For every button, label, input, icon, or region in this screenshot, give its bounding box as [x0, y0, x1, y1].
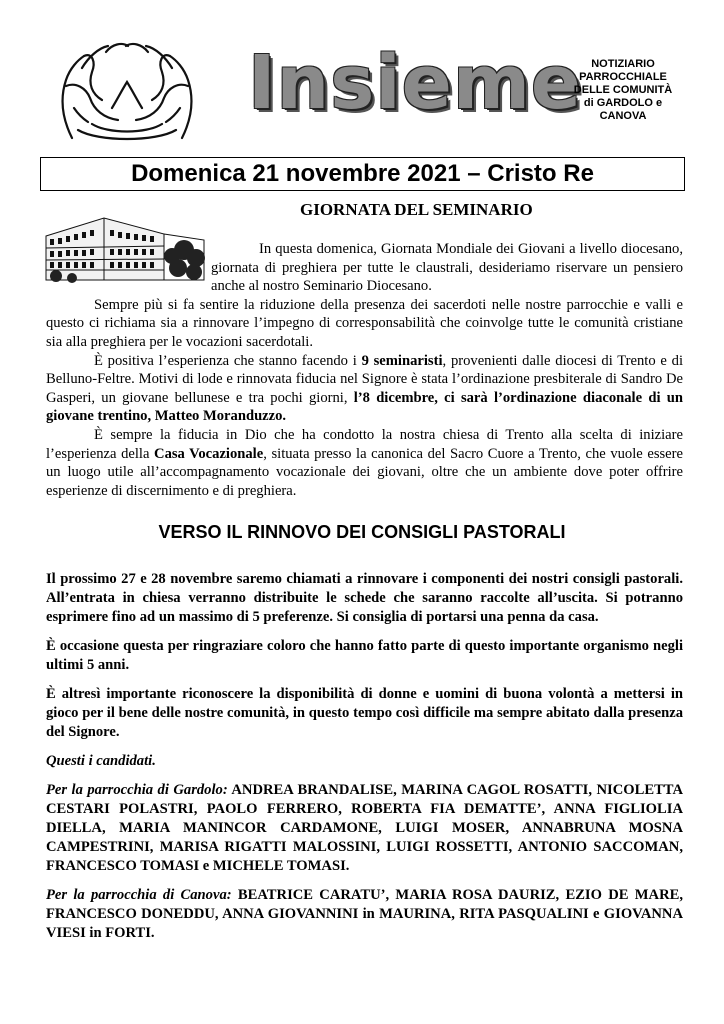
article-heading-consigli: VERSO IL RINNOVO DEI CONSIGLI PASTORALI	[158, 522, 566, 542]
text-span: , situata presso la canonica del Sacro Cuore a Trento, che vuole essere un luogo utile all’accompagnamento vocazionale dei giovani, oltre che un ambiente dove poter offrire esperienze di discernimento e di preghiera.	[46, 445, 683, 499]
candidates-canova	[46, 886, 683, 943]
subtitle-line: NOTIZIARIO	[591, 58, 655, 70]
newsletter-title: Insieme	[248, 40, 583, 126]
newsletter-subtitle	[558, 58, 688, 123]
paragraph	[46, 352, 683, 426]
paragraph: In questa domenica, Giornata Mondiale dei Giovani a livello diocesano, giornata di preghiera per tutte le claustrali, desideriamo riservare un pensiero anche al nostro Seminario Diocesano.	[211, 241, 683, 295]
candidates-gardolo	[46, 781, 683, 876]
subtitle-line: di GARDOLO e	[583, 97, 663, 109]
parish-label: Per la parrocchia di Gardolo:	[46, 782, 228, 798]
text-span: È positiva l’esperienza che stanno facendo i	[94, 352, 362, 369]
bold-text: Casa Vocazionale	[154, 445, 264, 462]
candidate-names: BEATRICE CARATU’, MARIA ROSA DAURIZ, EZIO DE MARE, FRANCESCO DONEDDU, ANNA GIOVANNINI in MAURINA, RITA PASQUALINI e GIOVANNA VIESI in FORTI.	[46, 887, 683, 941]
article-heading-seminario: GIORNATA DEL SEMINARIO	[300, 200, 533, 219]
paragraph	[46, 426, 683, 500]
paragraph: Il prossimo 27 e 28 novembre saremo chiamati a rinnovare i componenti dei nostri consigli pastorali. All’entrata in chiesa verranno distribuite le schede che saranno raccolte all’uscita. Si potranno esprimere fino ad un massimo di 5 preferenze. Si consiglia di portarsi una penna da casa.	[46, 571, 683, 625]
paragraph: È altresì importante riconoscere la disponibilità di donne e uomini di buona volontà a mettersi in gioco per il bene delle nostre comunità, in questo tempo così difficile ma sempre abitato dalla presenza del Signore.	[46, 686, 683, 740]
parish-label: Per la parrocchia di Canova:	[46, 887, 232, 903]
subtitle-line: CANOVA	[599, 110, 647, 122]
article-consigli-body	[46, 570, 683, 953]
date-title-box: Domenica 21 novembre 2021 – Cristo Re	[40, 157, 685, 191]
article-seminario-body	[46, 240, 683, 500]
candidate-names: ANDREA BRANDALISE, MARINA CAGOL ROSATTI, NICOLETTA CESTARI POLASTRI, PAOLO FERRERO, ROBERTA FIA DEMATTE’, ANNA FIGLIOLIA DIELLA, MARIA MANINCOR CARDAMONE, LUIGI MOSER, ANNABRUNA MOSNA CAMPESTRINI, MARISA RIGATTI MALOSSINI, LUIGI ROSSETTI, ANTONIO SACCOMAN, FRANCESCO TOMASI e MICHELE TOMASI.	[46, 782, 683, 874]
paragraph: È occasione questa per ringraziare coloro che hanno fatto parte di questo importante organismo negli ultimi 5 anni.	[46, 638, 683, 673]
subtitle-line: DELLE COMUNITÀ	[573, 84, 673, 96]
text-span: , provenienti dalle diocesi di Trento e di Belluno-Feltre. Motivi di lode e rinnovata fiducia nel Signore è stata l’ordinazione presbiterale di Sandro De Gasperi, un giovane bellunese e tra pochi giorni,	[46, 352, 683, 406]
text-span: È sempre la fiducia in Dio che ha condotto la nostra chiesa di Trento alla scelta di iniziare l’esperienza della	[46, 426, 683, 462]
praying-hands-logo	[52, 38, 202, 146]
subtitle-line: PARROCCHIALE	[579, 71, 667, 83]
candidates-intro: Questi i candidati.	[46, 753, 156, 769]
paragraph: Sempre più si fa sentire la riduzione della presenza dei sacerdoti nelle nostre parrocchie e valli e questo ci richiama sia a rinnovare l’impegno di corresponsabilità che coinvolge tutte le comunità cristiane sia alla preghiera per le vocazioni sacerdotali.	[46, 296, 683, 350]
masthead	[40, 36, 688, 148]
bold-text: 9 seminaristi	[361, 352, 443, 369]
image-float-spacer	[46, 240, 211, 295]
bold-text: l’8 dicembre, ci sarà l’ordinazione diaconale di un giovane trentino, Matteo Moranduzzo.	[46, 389, 683, 425]
